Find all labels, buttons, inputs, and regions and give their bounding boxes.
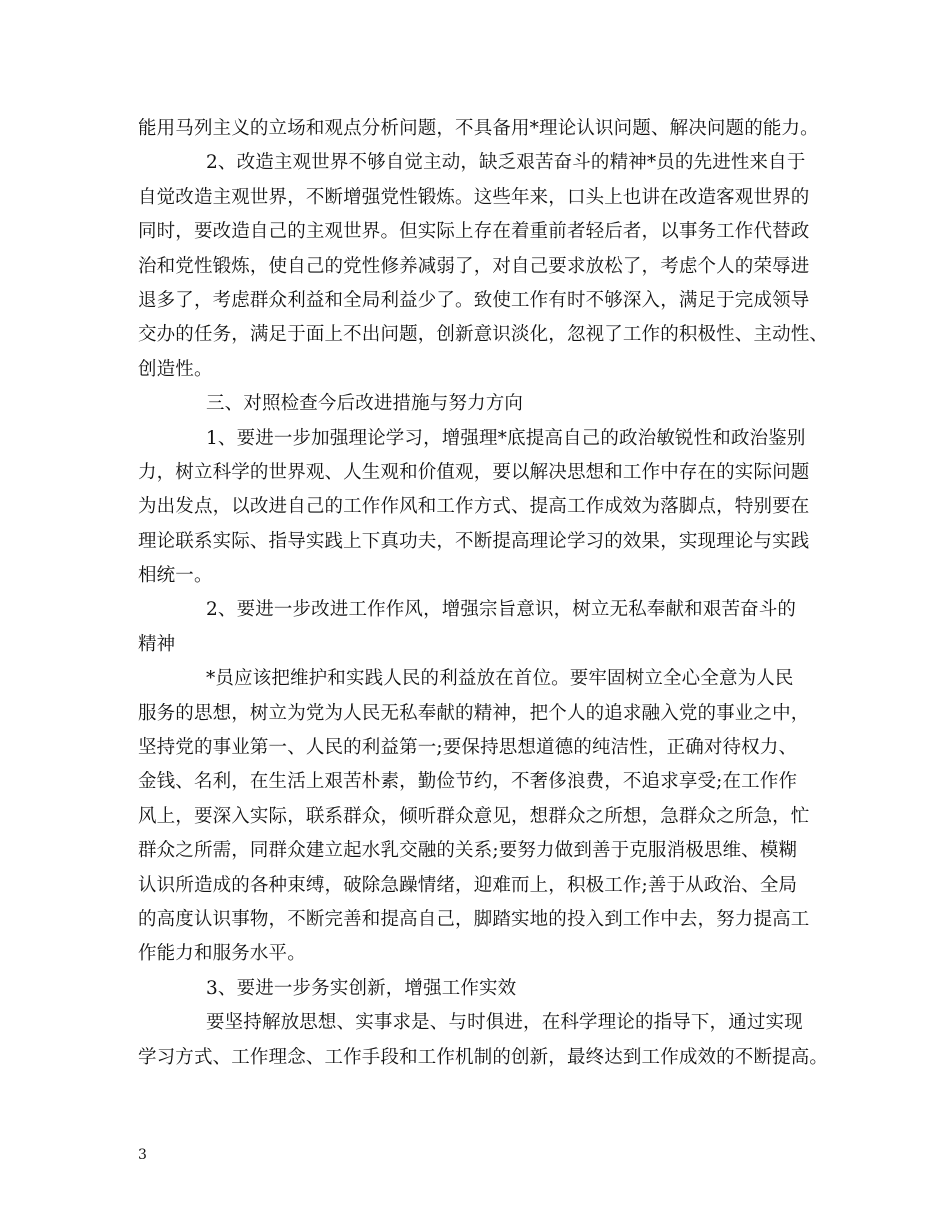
text-line: 同时，要改造自己的主观世界。但实际上存在着重前者轻后者，以事务工作代替政: [138, 221, 810, 243]
text-line: 能用马列主义的立场和观点分析问题，不具备用*理论认识问题、解决问题的能力。: [138, 118, 819, 139]
text-line: *员应该把维护和实践人民的利益放在首位。要牢固树立全心全意为人民: [206, 668, 794, 690]
text-line: 要坚持解放思想、实事求是、与时俱进，在科学理论的指导下，通过实现: [206, 1012, 803, 1034]
text-line: 作能力和服务水平。: [138, 943, 306, 965]
text-line: 退多了，考虑群众利益和全局利益少了。致使工作有时不够深入，满足于完成领导: [138, 289, 810, 311]
text-line: 1、要进一步加强理论学习，增强理*底提高自己的政治敏锐性和政治鉴别: [206, 427, 806, 449]
document-body: [138, 112, 828, 1075]
text-line: 创造性。: [138, 358, 213, 380]
text-line: 治和党性锻炼，使自己的党性修养减弱了，对自己要求放松了，考虑个人的荣辱进: [138, 255, 810, 277]
text-line: 群众之所需，同群众建立起水乳交融的关系;要努力做到善于克服消极思维、模糊: [138, 840, 798, 862]
text-line: 精神: [138, 633, 176, 655]
text-line: 风上，要深入实际，联系群众，倾听群众意见，想群众之所想，急群众之所急，忙: [138, 805, 810, 827]
text-line: 3、要进一步务实创新，增强工作实效: [206, 977, 517, 999]
text-line: 自觉改造主观世界，不断增强党性锻炼。这些年来，口头上也讲在改造客观世界的: [138, 186, 810, 208]
text-line: 交办的任务，满足于面上不出问题，创新意识淡化，忽视了工作的积极性、主动性、: [138, 324, 829, 346]
text-line: 服务的思想，树立为党为人民无私奉献的精神，把个人的追求融入党的事业之中，: [138, 702, 810, 724]
text-line: 认识所造成的各种束缚，破除急躁情绪，迎难而上，积极工作;善于从政治、全局: [138, 874, 798, 896]
text-line: 学习方式、工作理念、工作手段和工作机制的创新，最终达到工作成效的不断提高。: [138, 1046, 829, 1068]
text-line: 坚持党的事业第一、人民的利益第一;要保持思想道德的纯洁性，正确对待权力、: [138, 737, 798, 759]
text-line: 金钱、名利，在生活上艰苦朴素，勤俭节约，不奢侈浪费，不追求享受;在工作作: [138, 771, 798, 793]
text-line: 为出发点，以改进自己的工作作风和工作方式、提高工作成效为落脚点，特别要在: [138, 496, 810, 518]
page-number: 3: [138, 1147, 147, 1163]
section-heading: 三、对照检查今后改进措施与努力方向: [206, 393, 524, 415]
text-line: 2、要进一步改进工作作风，增强宗旨意识，树立无私奉献和艰苦奋斗的: [206, 599, 797, 621]
text-line: 理论联系实际、指导实践上下真功夫，不断提高理论学习的效果，实现理论与实践: [138, 530, 810, 552]
text-line: 2、改造主观世界不够自觉主动，缺乏艰苦奋斗的精神*员的先进性来自于: [206, 152, 806, 174]
text-line: 力，树立科学的世界观、人生观和价值观，要以解决思想和工作中存在的实际问题: [138, 461, 810, 483]
text-line: 的高度认识事物，不断完善和提高自己，脚踏实地的投入到工作中去，努力提高工: [138, 908, 810, 930]
text-line: 相统一。: [138, 565, 213, 587]
